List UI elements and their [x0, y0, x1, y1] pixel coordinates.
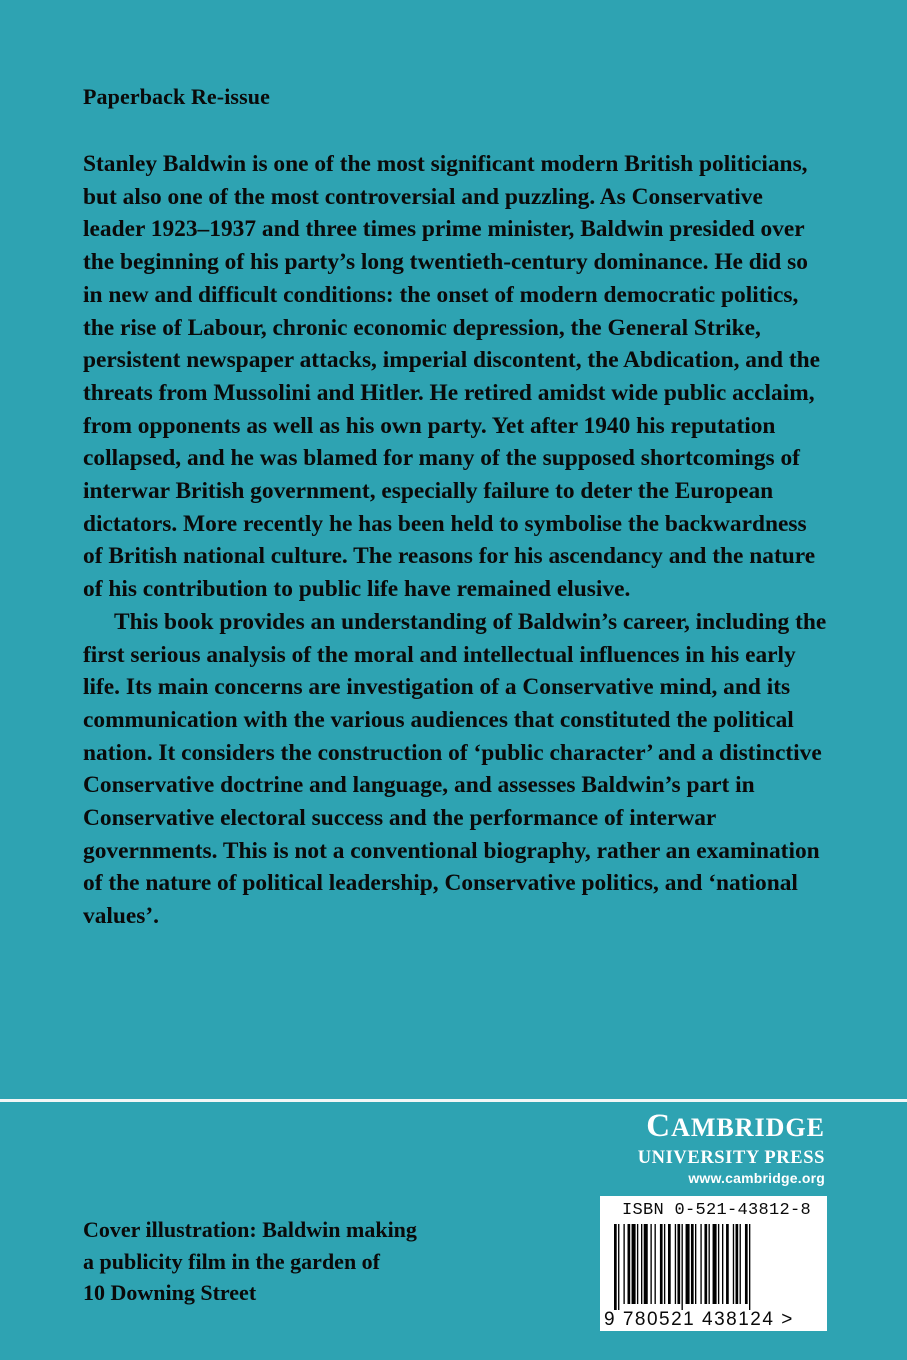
barcode-bar — [614, 1224, 617, 1310]
barcode-bar — [733, 1224, 734, 1304]
barcode-bar — [632, 1224, 636, 1304]
barcode-bar — [704, 1224, 707, 1304]
barcode-bar — [677, 1224, 680, 1304]
caption-line: a publicity film in the garden of — [83, 1248, 381, 1274]
barcode-bar — [650, 1224, 651, 1304]
blurb-paragraph-1: Stanley Baldwin is one of the most significant modern British politicians, but also one of the most controversial and puzzling. As Conservative leader 1923–1937 and three times prime minister, Baldwin presided over the beginning of his party’s long twentieth-century dominance. He did so in new and difficult conditions: the onset of modern democratic politics, the rise of Labour, chronic economic depression, the General Strike, persistent newspaper attacks, imperial discontent, the Abdication, and the threats from Mussolini and Hitler. He retired amidst wide public acclaim, from opponents as well as his own party. Yet after 1940 his reputation collapsed, and he was blamed for many of the supposed shortcomings of interwar British government, especially failure to deter the European dictators. More recently he has been held to symbolise the backwardness of British national culture. The reasons for his ascendancy and the nature of his contribution to public life have remained elusive. — [83, 151, 821, 603]
caption-line: 10 Downing Street — [83, 1280, 257, 1305]
barcode-bar — [740, 1224, 741, 1304]
barcode-bar — [675, 1224, 676, 1304]
barcode-bar — [623, 1224, 624, 1304]
barcode-bar — [686, 1224, 690, 1304]
barcode-number: 9 780521 438124 > — [604, 1309, 794, 1330]
barcode-bar — [628, 1224, 631, 1304]
publisher-url: www.cambridge.org — [688, 1170, 825, 1186]
barcode-bar — [668, 1224, 671, 1304]
divider-rule — [0, 1099, 907, 1102]
barcode-bars — [606, 1224, 821, 1310]
blurb — [83, 148, 828, 933]
barcode-bar — [726, 1224, 729, 1304]
publisher-name: CAMBRIDGE — [646, 1108, 825, 1144]
barcode-bar — [682, 1224, 683, 1310]
barcode-bar — [718, 1224, 719, 1304]
isbn-label: ISBN 0-521-43812-8 — [622, 1201, 812, 1220]
blurb-paragraph-2: This book provides an understanding of Baldwin’s career, including the first serious analysis of the moral and intellectual influences in his early life. Its main concerns are investigation of a Conservative mind, and its communication with the various audiences that constituted the political nation. It considers the construction of ‘public character’ and a distinctive Conservative doctrine and language, and assesses Baldwin’s part in Conservative electoral success and the performance of interwar governments. This is not a conventional biography, rather an examination of the nature of political leadership, Conservative politics, and ‘national values’. — [83, 608, 827, 930]
barcode-bar — [664, 1224, 665, 1304]
barcode-bar — [736, 1224, 739, 1304]
barcode-bar — [618, 1224, 619, 1310]
barcode-bar — [695, 1224, 696, 1304]
barcode-bar — [745, 1224, 748, 1304]
barcode-bar — [641, 1224, 642, 1304]
barcode-bar — [722, 1224, 723, 1304]
barcode-bar — [644, 1224, 648, 1304]
barcode-box — [600, 1196, 827, 1331]
publisher-logo — [638, 1106, 825, 1188]
barcode-bar — [709, 1224, 710, 1304]
heading: Paperback Re-issue — [83, 84, 270, 109]
cover-caption — [83, 1214, 417, 1309]
barcode-bar — [691, 1224, 694, 1304]
barcode-bar — [660, 1224, 663, 1304]
barcode-bar — [637, 1224, 638, 1304]
caption-line: Cover illustration: Baldwin making — [83, 1217, 417, 1242]
barcode-bar — [700, 1224, 701, 1304]
barcode-bar — [713, 1224, 717, 1304]
barcode-bar — [749, 1224, 750, 1310]
publisher-subtitle: UNIVERSITY PRESS — [637, 1148, 825, 1168]
barcode-bar — [655, 1224, 656, 1304]
